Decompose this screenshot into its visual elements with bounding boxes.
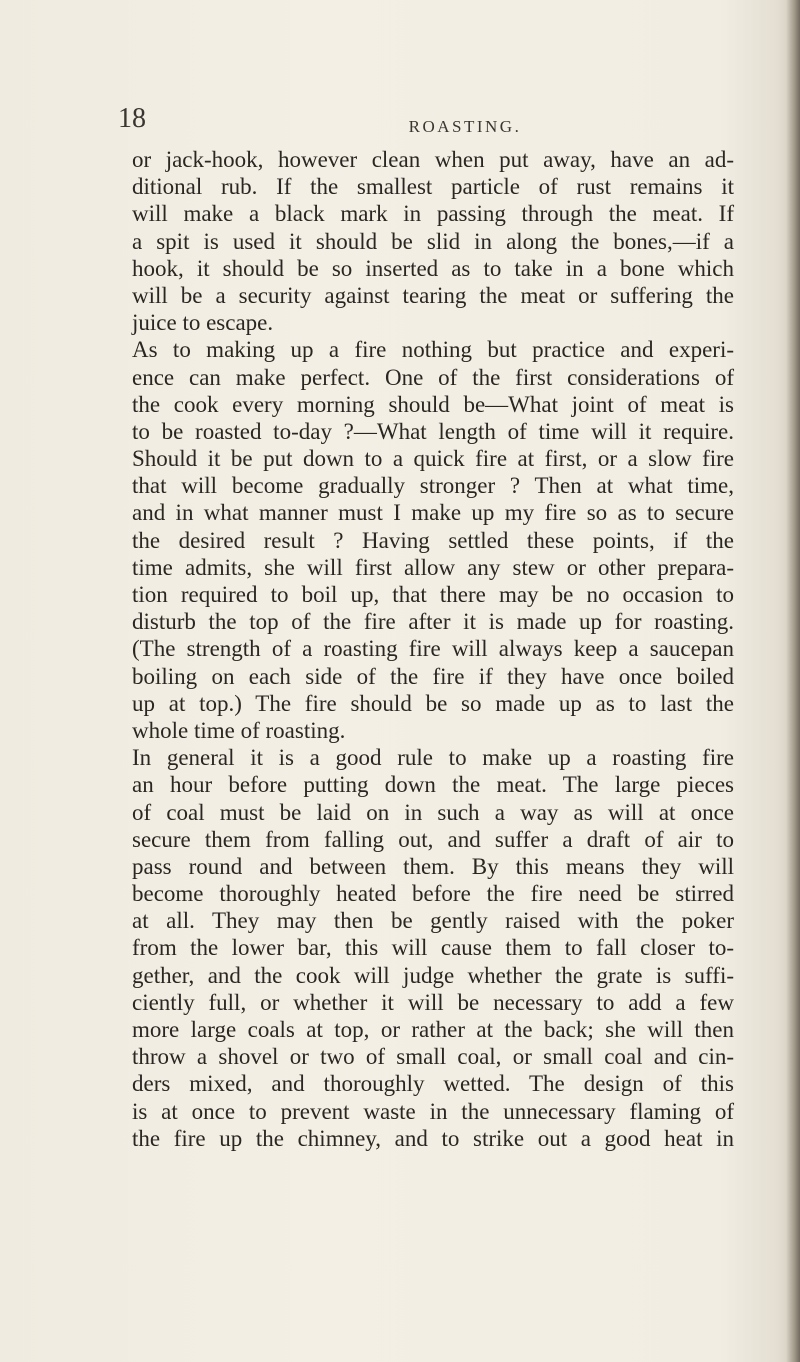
text-line: and in what manner must I make up my fire so as to secure	[132, 500, 734, 526]
text-line: disturb the top of the fire after it is made up for roasting.	[132, 609, 734, 635]
text-line: more large coals at top, or rather at the back; she will then	[132, 1017, 734, 1042]
text-line: throw a shovel or two of small coal, or small coal and cin-	[132, 1044, 734, 1070]
text-line: is at once to prevent waste in the unnecessary flaming of	[132, 1098, 734, 1124]
text-line: In general it is a good rule to make up a roasting fire	[132, 745, 734, 771]
text-line: up at top.) The fire should be so made up as to last the	[132, 690, 734, 716]
text-line: ditional rub. If the smallest particle of rust remains it	[132, 174, 734, 200]
page-number: 18	[118, 103, 146, 134]
text-line: boiling on each side of the fire if they have once boiled	[132, 663, 734, 689]
text-line: of coal must be laid on in such a way as will at once	[132, 799, 734, 825]
text-line: the cook every morning should be—What joint of meat is	[132, 391, 734, 417]
running-head	[0, 117, 800, 137]
text-line: gether, and the cook will judge whether the grate is suffi-	[132, 962, 734, 988]
text-line: whole time of roasting.	[132, 717, 346, 743]
text-line: pass round and between them. By this means they will	[132, 853, 734, 879]
text-line: As to making up a fire nothing but practice and experi-	[132, 337, 734, 363]
text-line: or jack-hook, however clean when put away, have an ad-	[132, 147, 734, 172]
text-line: Should it be put down to a quick fire at first, or a slow fire	[132, 446, 734, 472]
text-line: the fire up the chimney, and to strike out a good heat in	[132, 1125, 734, 1151]
text-line: tion required to boil up, that there may be no occasion to	[132, 582, 734, 607]
text-line: at all. They may then be gently raised with the poker	[132, 908, 734, 934]
text-line: a spit is used it should be slid in along the bones,—if a	[132, 228, 734, 254]
text-line: ence can make perfect. One of the first considerations of	[132, 364, 734, 390]
text-line: (The strength of a roasting fire will always keep a saucepan	[132, 636, 734, 662]
page-edge-shadow	[786, 0, 800, 1362]
text-line: juice to escape.	[132, 310, 274, 336]
text-line: will make a black mark in passing through the meat. If	[132, 201, 734, 227]
text-line: an hour before putting down the meat. The large pieces	[132, 772, 734, 798]
text-line: from the lower bar, this will cause them to fall closer to-	[132, 935, 734, 961]
text-line: hook, it should be so inserted as to take in a bone which	[132, 255, 734, 281]
running-head-text: ROASTING.	[408, 117, 522, 136]
text-line: to be roasted to-day ?—What length of time will it require.	[132, 418, 734, 444]
text-line: will be a security against tearing the meat or suffering the	[132, 282, 734, 308]
body-text	[132, 146, 734, 1152]
text-line: ders mixed, and thoroughly wetted. The design of this	[132, 1071, 734, 1097]
text-line: secure them from falling out, and suffer a draft of air to	[132, 826, 734, 852]
text-line: become thoroughly heated before the fire need be stirred	[132, 881, 734, 907]
text-line: ciently full, or whether it will be necessary to add a few	[132, 989, 734, 1015]
text-line: time admits, she will first allow any stew or other prepara-	[132, 554, 734, 580]
text-line: that will become gradually stronger ? Then at what time,	[132, 473, 734, 499]
text-line: the desired result ? Having settled these points, if the	[132, 527, 734, 553]
